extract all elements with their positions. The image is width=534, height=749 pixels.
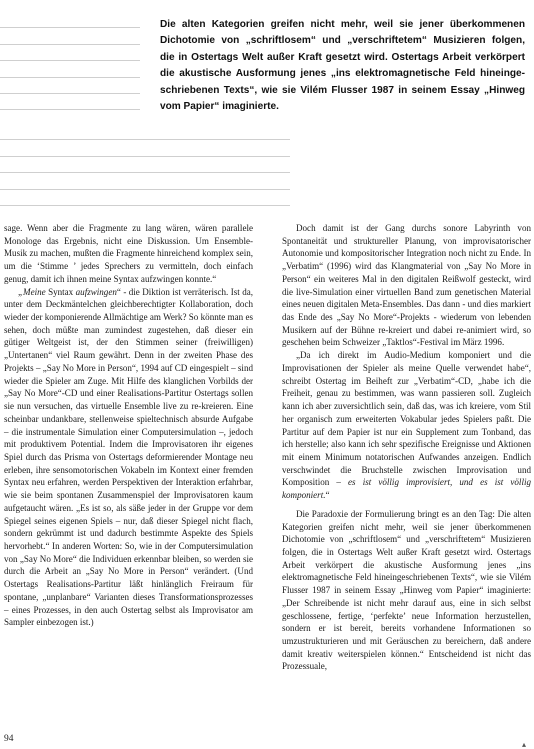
ruled-line <box>0 124 290 140</box>
paragraph: Doch damit ist der Gang durchs sonore Labyrinth von Spontaneität und struktureller Planung, von improvisatorischer Autonomie und kompositorischer Integration noch nicht zu Ende. In „Verbatim“ (1996) wird das Klangmaterial von „Say No More in Person“ ein weiteres Mal in den digitalen Reißwolf gesteckt, wird die live-Simulation einer virtuellen Band zum genetischen Material eines neuen digitalen Meta-Ensembles. Das dann - und dies markiert das Ende des „Say No More“-Projekts - wiederum von lebenden Musikern auf der Bühne re-kreiert und dabei re-animiert wird, so geschehen beim Schweizer „Taktlos“-Festival im März 1996. <box>282 223 531 348</box>
italic-text: es ist völlig improvisiert, und es ist völlig komponiert. <box>282 477 532 501</box>
ruled-line <box>0 28 140 44</box>
pullquote-line: schriebenen Texts“, wie sie Vilém Flusser 1987 in seinem Essay „Hinweg <box>160 84 525 96</box>
ruled-lines-top <box>0 12 140 110</box>
corner-mark: ▴ <box>522 740 527 749</box>
text: “ <box>325 490 330 501</box>
pullquote-line: vom Papier“ imaginierte. <box>160 101 279 113</box>
pullquote-line: die in Ostertags Welt außer Kraft gesetzt wird. Ostertags Arbeit verkörpert <box>160 51 525 63</box>
ruled-line <box>0 140 290 156</box>
right-column <box>282 222 531 673</box>
ruled-line <box>0 157 290 173</box>
ruled-lines-middle <box>0 124 290 206</box>
pullquote-line: die akustische Ausformung jenes „ins elektromagnetische Feld hineinge- <box>160 68 525 80</box>
ruled-line <box>0 94 140 110</box>
italic-text: aufzwingen <box>75 286 117 297</box>
left-column <box>4 222 253 629</box>
ruled-line <box>0 78 140 94</box>
text: “ - die Diktion ist verräterisch. Ist da, unter dem Deckmäntelchen gleichberechtigter Kollaboration, doch wieder der komponierende Allmächtige am Werk? So könnte man es sehen, doch müßte man zumindest zugestehen, daß dieser ein gütiger Weltgeist ist, der den Stimmen seiner (freiwilligen) „Untertanen“ viel Raum gewährt. Denn in der zweiten Phase des Projekts – „Say No More in Person“, 1994 auf CD eingespielt – sind wieder die Spieler am Zuge. Mit Hilfe des klanglichen Vorbilds der „Say No More“-CD und einer Realisations-Partitur Ostertags sollen sie nun versuchen, das virtuelle Ensemble live zu re-kreieren. Eine scheinbar undankbare, stellenweise spieltechnisch absurde Aufgabe – die instrumentale Simulation einer Computersimulation –, jedoch mit produktivem Potential. Indem die Improvisatoren ihr eigenes Spiel durch das Prisma von Ostertags deformierender Montage neu erleben, ihre sensomotorischen Vokabeln im Kontext einer fremden Syntax neu erfahren, werden Perspektiven der Interaktion erfahrbar, wie sie beim spontanen Zusammenspiel der Improvisatoren kaum aufgetaucht wären. „Es ist so, als säße jeder in der Gruppe vor dem Spiegel seines eigenen Spiels – nur, daß dieser Spiegel nicht flach, sondern gekrümmt ist und dadurch bestimmte Aspekte des Spiels hervorhebt.“ In anderen Worten: So, wie in der Computersimulation von „Say No More“ die Individuen erkennbar bleiben, so werden sie durch die Arbeit an „Say No More in Person“ verändert. (Und Ostertags Realisations-Partitur läßt hinlänglich Freiraum für spontane, „unplanbare“ Varianten dieses Transformationsprozesses – eines Prozesses, in den auch Ostertag selbst als Improvisator am Sampler einbezogen ist.) <box>4 286 253 628</box>
pullquote-line: Dichotomie von „schriftlosem“ und „verschriftetem“ Musizieren folgen, <box>160 35 525 47</box>
paragraph <box>282 349 531 502</box>
paragraph: Die Paradoxie der Formulierung bringt es an den Tag: Die alten Kategorien greifen nicht mehr, weil sie jener überkommenen Dichotomie von „schriftlosem“ und „verschriftetem“ Musizieren folgen, die in Ostertags Welt außer Kraft gesetzt wird. Ostertags Arbeit verkörpert die akustische Ausformung jenes „ins elektromagnetische Feld hineingeschriebenen Texts“, wie sie Vilém Flusser 1987 in seinem Essay „Hinweg vom Papier“ imaginierte: „Der Schreibende ist nicht mehr darauf aus, eine in sich selbst geschlossene, fertige, ‘perfekte’ neue Information herzustellen, sondern er ist bereit, bereits vorhandene Informationen so umzustrukturieren und mit Geräuschen zu bereichern, daß andere damit kreativ weiterspielen können.“ Entscheidend ist nicht das Prozessuale, <box>282 508 531 672</box>
text: „Da ich direkt im Audio-Medium komponiert und die Improvisationen der Spieler als meine Quelle verwendet habe“, schreibt Ostertag im Beiheft zur „Verbatim“-CD, „habe ich die Freiheit, genau zu bestimmen, was wann passieren soll. Zugleich kann ich aber zuversichtlich sein, daß das, was ich kreiere, vom Stil her organisch zum erweiterten Vokabular jedes Spielers paßt. Die Partitur auf dem Papier ist nur ein Supplement zum Tonband, das ich herstelle; also kann ich sehr spezifische Ereignisse und Aktionen mit einem Minimum notatorischen Aufwandes anzeigen. Endlich verschwindet die Bruchstelle zwischen Improvisation und Komposition – <box>282 350 531 488</box>
ruled-line <box>0 12 140 28</box>
text: Syntax <box>45 286 76 297</box>
italic-text: „Meine <box>18 286 46 297</box>
ruled-line <box>0 45 140 61</box>
paragraph <box>4 286 253 629</box>
pullquote-line: Die alten Kategorien greifen nicht mehr, weil sie jener überkommenen <box>160 19 525 30</box>
paragraph: sage. Wenn aber die Fragmente zu lang wären, wären parallele Monologe das Ergebnis, nicht eine Diskussion. Um Ensemble-Musik zu machen, mußten die Fragmente hinreichend komplex sein, um die ‘Stimme ’ jedes Sprechers zu vermitteln, doch einfach genug, damit ich ihnen meine Syntax aufzwingen konnte.“ <box>4 223 253 284</box>
ruled-line <box>0 173 290 189</box>
ruled-line <box>0 190 290 206</box>
page-number: 94 <box>4 734 14 744</box>
pullquote <box>160 17 525 115</box>
ruled-line <box>0 61 140 77</box>
